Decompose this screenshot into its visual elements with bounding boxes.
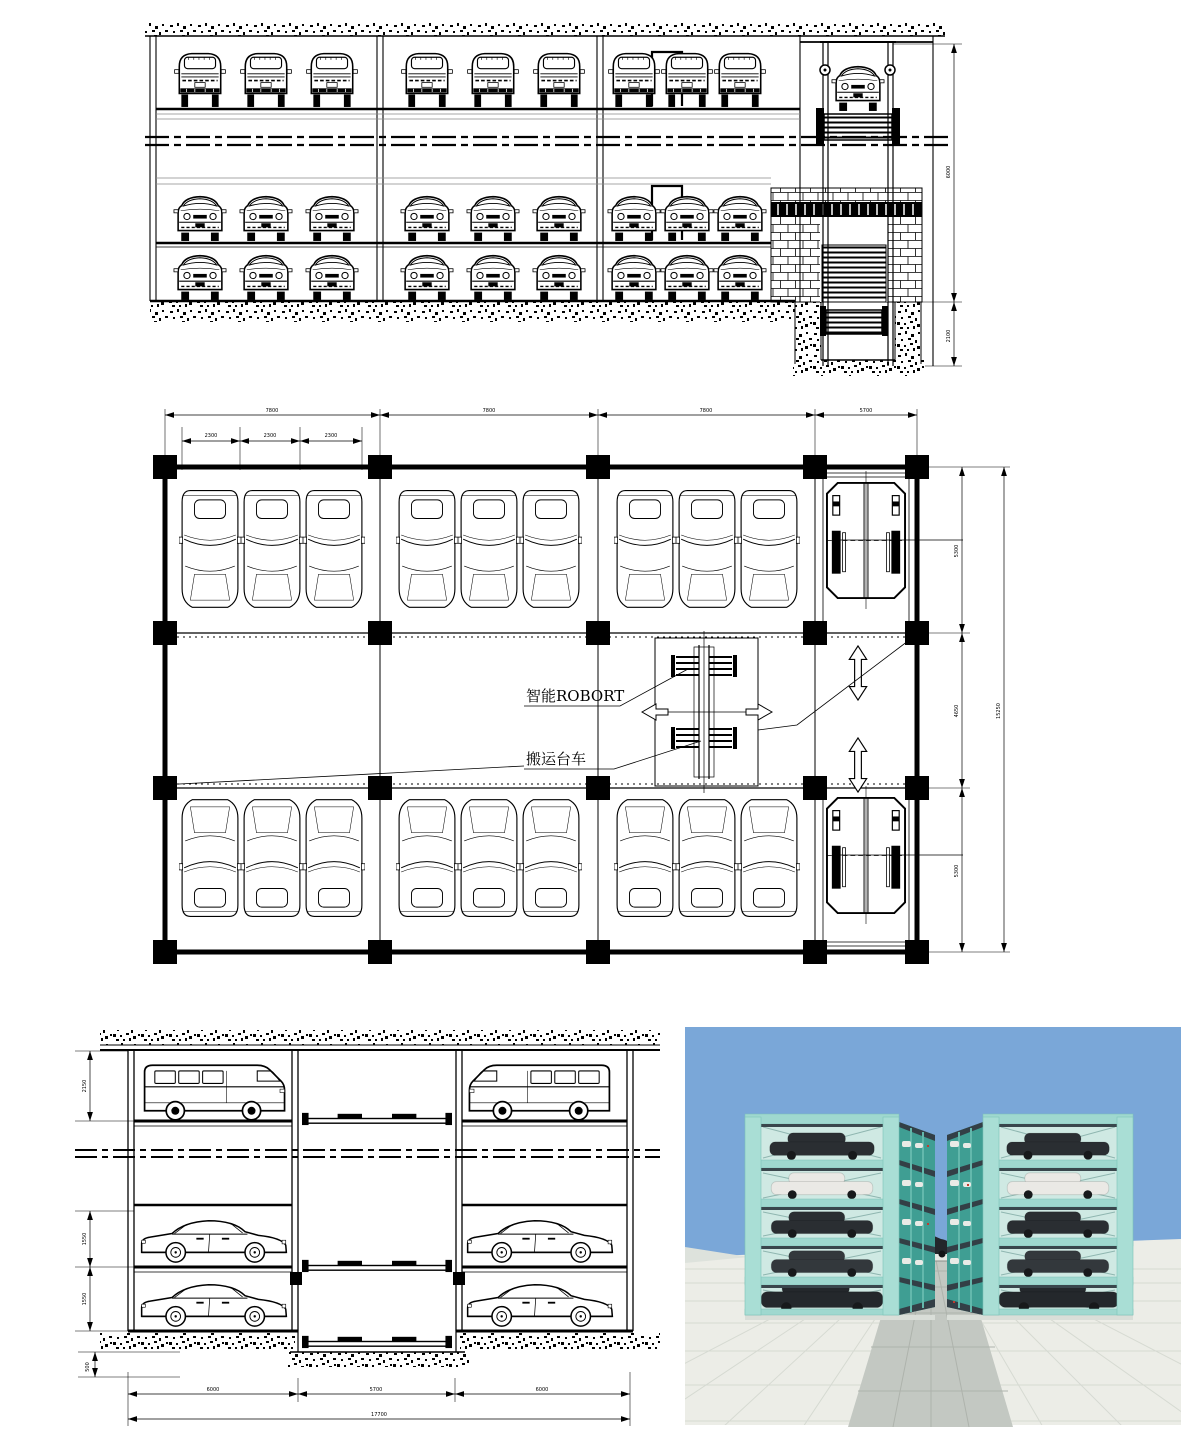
top-elevation-view (0, 0, 1200, 395)
dim-right-2: 4650 (954, 704, 960, 718)
label-robot: 智能ROBORT (526, 687, 625, 705)
brick-wall (771, 188, 922, 302)
car-rear-view (307, 54, 358, 107)
plan-labels (160, 641, 908, 785)
plan-view (0, 395, 1200, 980)
sedan-side-view (142, 1221, 287, 1262)
car-top-view (614, 491, 676, 608)
dim-level-3: 1550 (82, 1292, 88, 1306)
car-top-view (303, 800, 365, 917)
car-top-view (179, 800, 241, 917)
dim-level-1: 2150 (82, 1079, 88, 1093)
car-front-view (467, 197, 519, 241)
car-front-view (174, 197, 226, 241)
car-top-view (520, 800, 582, 917)
section-ground-top (100, 1030, 660, 1050)
arrow-right-icon (746, 704, 772, 720)
ground-surface-hatch (145, 21, 945, 36)
plan-cars-top-band (179, 491, 800, 608)
car-rear-view (715, 54, 766, 107)
render-3d-view (683, 1025, 1183, 1427)
car-front-view (608, 256, 660, 300)
up-down-arrow-icon (849, 646, 866, 700)
car-front-view (714, 197, 766, 241)
dim-span-1: 7800 (265, 408, 279, 414)
van-side-view (145, 1065, 285, 1120)
dim-bay-3: 6000 (535, 1387, 549, 1393)
car-top-view (241, 491, 303, 608)
dim-label-pit: 2100 (946, 329, 952, 343)
car-top-view (520, 491, 582, 608)
car-top-view (241, 800, 303, 917)
label-trolley: 搬运台车 (526, 750, 587, 768)
car-front-view (306, 197, 358, 241)
car-top-view (614, 800, 676, 917)
dim-level-2: 1550 (82, 1232, 88, 1246)
car-rear-view (241, 54, 292, 107)
dim-right-3: 5300 (954, 864, 960, 878)
section-ground-bottom (100, 1331, 660, 1367)
elevation-car-row-top (175, 54, 766, 107)
car-top-view (676, 491, 738, 608)
car-front-view (174, 256, 226, 300)
shuttle-robot (642, 631, 772, 793)
car-front-view (240, 197, 292, 241)
parking-tower-left (745, 1114, 935, 1320)
lift-platform (824, 114, 892, 140)
dim-stall-2: 2300 (263, 433, 277, 439)
transfer-pallet (302, 1260, 452, 1272)
car-front-view (467, 256, 519, 300)
car-top-view (303, 491, 365, 608)
dim-span-4: 5700 (859, 408, 873, 414)
dim-right-overall: 15250 (996, 703, 1002, 719)
parking-tower-right (947, 1114, 1133, 1320)
car-top-view (738, 491, 800, 608)
car-top-view (458, 491, 520, 608)
car-front-view (661, 197, 713, 241)
lift-pit (793, 302, 925, 376)
transfer-pallet (302, 1113, 452, 1125)
dim-span-3: 7800 (699, 408, 713, 414)
car-rear-view (662, 54, 713, 107)
dim-label-height: 6000 (946, 165, 952, 179)
car-on-lift (832, 67, 884, 111)
sedan-side-view (142, 1285, 287, 1326)
plan-lift-top (827, 471, 963, 609)
pit-platform (826, 310, 882, 334)
elevation-car-row-bottom (174, 256, 766, 300)
car-front-view (401, 256, 453, 300)
van-side-view (469, 1065, 609, 1120)
car-top-view (396, 800, 458, 917)
car-front-view (661, 256, 713, 300)
transfer-pallet (302, 1336, 452, 1348)
car-top-view (676, 800, 738, 917)
dim-stall-1: 2300 (204, 433, 218, 439)
car-front-view (533, 256, 585, 300)
sedan-side-view (468, 1285, 613, 1326)
section-bottom-dimensions (128, 1372, 630, 1426)
car-front-view (401, 197, 453, 241)
car-rear-view (609, 54, 660, 107)
plan-lift-bottom (827, 786, 963, 924)
car-front-view (306, 256, 358, 300)
car-rear-view (175, 54, 226, 107)
car-top-view (396, 491, 458, 608)
dim-span-2: 7800 (482, 408, 496, 414)
dim-overall: 17700 (371, 1412, 387, 1418)
ground-hatch-bottom (150, 302, 795, 322)
arrow-left-icon (642, 704, 668, 720)
plan-cars-bottom-band (179, 800, 800, 917)
elevation-car-row-middle (174, 197, 766, 241)
dim-bay-1: 6000 (206, 1387, 220, 1393)
dim-bay-2: 5700 (369, 1387, 383, 1393)
car-rear-view (534, 54, 585, 107)
car-front-view (714, 256, 766, 300)
dim-pit-depth: 500 (85, 1362, 91, 1372)
car-front-view (533, 197, 585, 241)
sedan-side-view (468, 1221, 613, 1262)
car-top-view (458, 800, 520, 917)
car-rear-view (402, 54, 453, 107)
dim-stall-3: 2300 (324, 433, 338, 439)
section-vehicles (142, 1065, 613, 1326)
dim-right-1: 5300 (954, 544, 960, 558)
section-brackets (290, 1272, 465, 1285)
cross-section-view (0, 1020, 700, 1432)
up-down-arrow-icon (849, 738, 866, 792)
car-top-view (738, 800, 800, 917)
car-rear-view (468, 54, 519, 107)
car-top-view (179, 491, 241, 608)
car-front-view (240, 256, 292, 300)
